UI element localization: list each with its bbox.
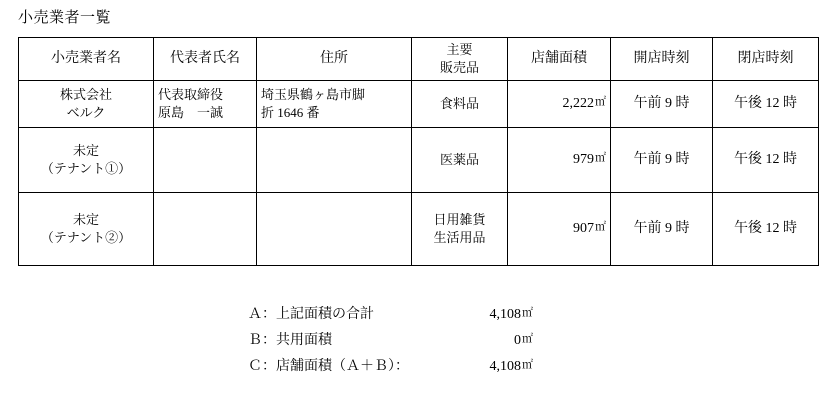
summary-value-common-area [438,330,533,349]
cell-closing-time: 午後 12 時 [713,193,819,266]
column-header-opening-time: 開店時刻 [611,38,713,81]
column-header-representative: 代表者氏名 [154,38,257,81]
cell-closing-time: 午後 12 時 [713,81,819,128]
summary-line-store-area [248,355,533,381]
column-header-retailer-name: 小売業者名 [19,38,154,81]
main-goods-line1: 食料品 [439,96,479,112]
retailer-name-line2: （テナント①） [40,161,132,176]
cell-main-goods [412,193,508,266]
address-line2: 折 1646 番 [261,105,320,120]
cell-opening-time: 午前 9 時 [611,81,713,128]
cell-store-area [508,128,611,193]
main-goods-line1: 日用雑貨 [433,212,486,228]
retailer-name-line1: 未定 [72,143,99,159]
retailer-name-line1: 株式会社 [59,87,112,103]
retailer-name-line2: （テナント②） [40,230,132,245]
summary-line-total-area [248,303,533,329]
column-header-closing-time: 閉店時刻 [713,38,819,81]
summary-number-common-area: 0 [514,333,521,348]
summary-value-store-area [438,356,533,375]
page-title: 小売業者一覧 [18,10,112,26]
summary-label-total-area: Ａ：上記面積の合計 [248,307,374,322]
summary-label-store-area: Ｃ：店舗面積（Ａ＋Ｂ）： [248,359,409,374]
summary-number-store-area: 4,108 [489,359,521,374]
table-header-row [19,38,819,81]
store-area-unit: ㎡ [595,220,606,233]
column-header-store-area: 店舗面積 [508,38,611,81]
cell-representative [154,193,257,266]
cell-retailer-name [19,81,154,128]
address-line1: 埼玉県鶴ヶ島市脚 [261,87,366,103]
table-row [19,81,819,128]
table-row [19,128,819,193]
summary-value-total-area [438,304,533,323]
store-area-value: 907 [573,220,594,236]
retailer-table [18,37,819,266]
summary-line-common-area [248,329,533,355]
cell-address [257,81,412,128]
cell-store-area [508,81,611,128]
store-area-value: 2,222 [562,95,594,111]
main-goods-line2: 生活用品 [433,230,486,245]
column-header-main-goods [412,38,508,81]
cell-representative [154,81,257,128]
representative-line2: 原島 一誠 [158,105,224,120]
cell-store-area [508,193,611,266]
retailer-name-line1: 未定 [72,212,99,228]
cell-main-goods [412,128,508,193]
main-goods-line1: 医薬品 [439,152,479,168]
summary-unit-store-area: ㎡ [522,359,533,371]
cell-retailer-name [19,128,154,193]
column-header-address: 住所 [257,38,412,81]
table-row [19,193,819,266]
cell-opening-time: 午前 9 時 [611,128,713,193]
cell-closing-time: 午後 12 時 [713,128,819,193]
store-area-unit: ㎡ [595,151,606,164]
store-area-unit: ㎡ [595,95,606,108]
summary-number-total-area: 4,108 [489,307,521,322]
representative-line1: 代表取締役 [158,87,224,103]
summary-unit-total-area: ㎡ [522,307,533,319]
area-summary [248,303,533,381]
column-header-main-goods-line1: 主要 [446,42,473,58]
table-header [19,38,819,81]
cell-main-goods [412,81,508,128]
summary-label-common-area: Ｂ：共用面積 [248,333,332,348]
retailer-name-line2: ベルク [66,105,106,120]
cell-representative [154,128,257,193]
cell-opening-time: 午前 9 時 [611,193,713,266]
cell-address [257,193,412,266]
summary-unit-common-area: ㎡ [522,333,533,345]
table-body [19,81,819,266]
store-area-value: 979 [573,151,594,167]
cell-retailer-name [19,193,154,266]
column-header-main-goods-line2: 販売品 [439,60,479,75]
cell-address [257,128,412,193]
